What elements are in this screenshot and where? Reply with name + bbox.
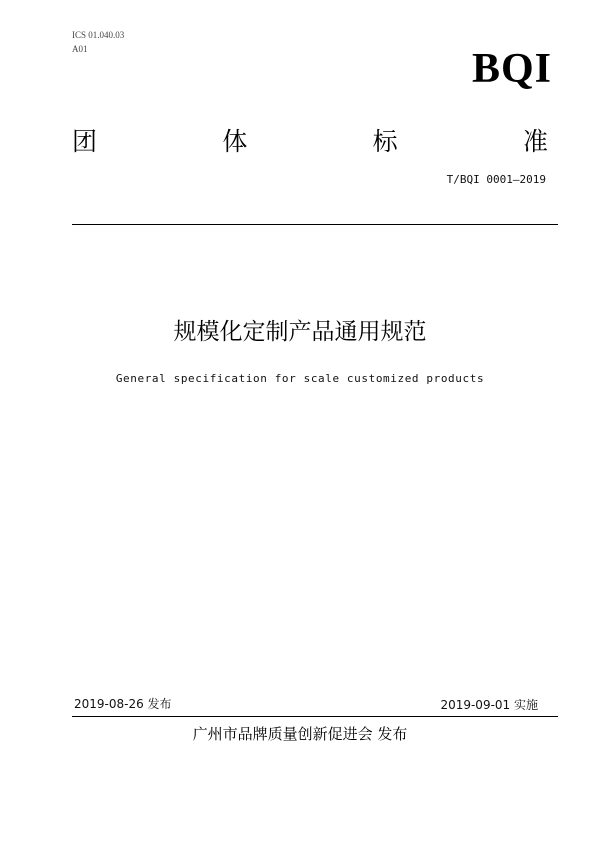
issue-date: 2019-08-26 发布 bbox=[74, 697, 172, 711]
standard-type-heading bbox=[72, 126, 548, 158]
top-divider bbox=[72, 224, 558, 225]
standard-type-char: 标 bbox=[372, 127, 398, 156]
standard-number: T/BQI 0001—2019 bbox=[446, 173, 546, 186]
document-title-chinese: 规模化定制产品通用规范 bbox=[173, 319, 427, 345]
bqi-logo: BQI bbox=[471, 46, 552, 92]
document-title-english: General specification for scale customized products bbox=[115, 372, 485, 385]
ccs-code: A01 bbox=[72, 44, 88, 54]
standard-type-char: 准 bbox=[522, 127, 548, 156]
publisher: 广州市品牌质量创新促进会 发布 bbox=[192, 725, 408, 743]
implementation-date: 2019-09-01 实施 bbox=[440, 698, 538, 712]
standard-type-char: 体 bbox=[222, 127, 248, 156]
bottom-divider bbox=[72, 716, 558, 717]
ics-code: ICS 01.040.03 bbox=[72, 30, 125, 40]
standard-type-char: 团 bbox=[72, 127, 98, 156]
